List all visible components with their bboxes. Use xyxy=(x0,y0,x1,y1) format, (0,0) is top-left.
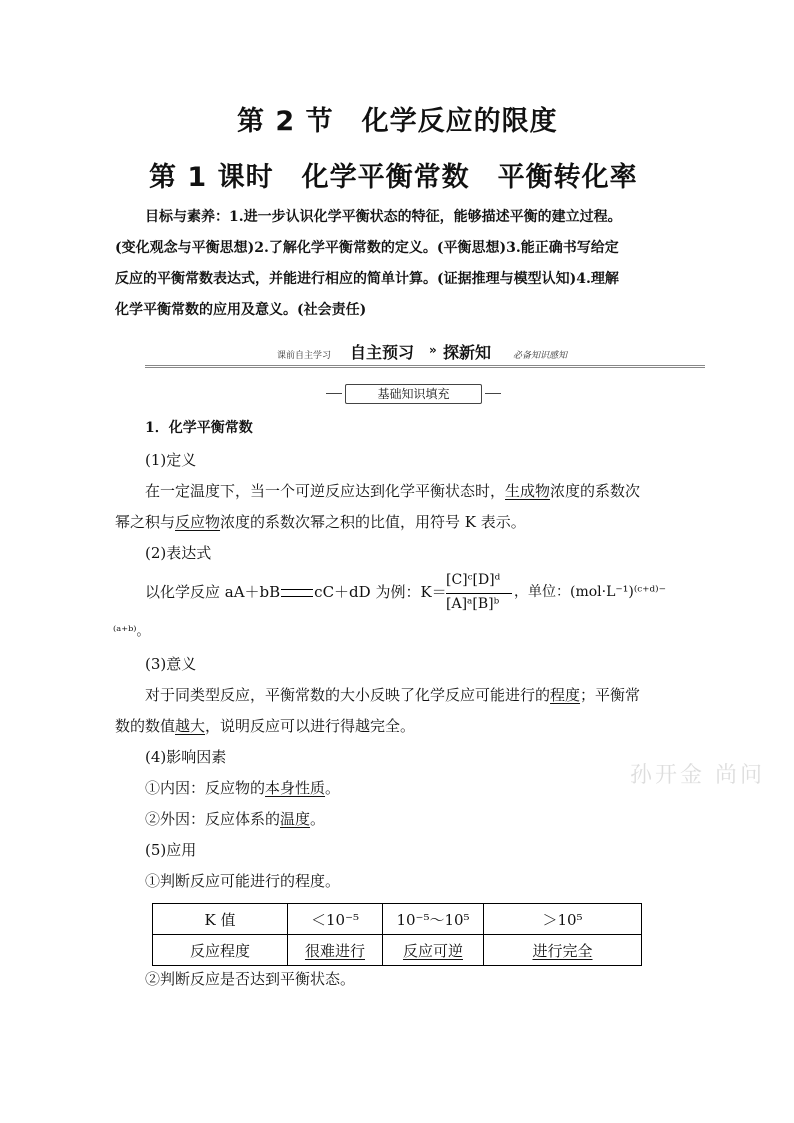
fraction-bar xyxy=(446,593,512,594)
lesson-title: 第 1 课时 化学平衡常数 平衡转化率 xyxy=(149,162,638,193)
application-item-2: ②判断反应是否达到平衡状态。 xyxy=(145,970,356,988)
objectives-line-4: 化学平衡常数的应用及意义。(社会责任) xyxy=(115,302,367,318)
banner-main-1: 自主预习 xyxy=(350,343,415,362)
expression-line: 以化学反应 aA＋bB cC＋dD 为例：K＝ xyxy=(145,583,447,601)
definition-line-1: 在一定温度下，当一个可逆反应达到化学平衡状态时，生成物浓度的系数次 xyxy=(145,482,641,500)
application-item-1: ①判断反应可能进行的程度。 xyxy=(145,872,341,890)
section-banner xyxy=(145,339,705,368)
table-cell: ＜10⁻⁵ xyxy=(288,904,383,935)
double-arrow-icon: » xyxy=(429,343,437,357)
unit-text: ，单位：(mol·L⁻¹)⁽ᶜ⁺ᵈ⁾⁻ xyxy=(514,584,666,600)
application-heading: (5)应用 xyxy=(145,841,197,859)
meaning-line-1: 对于同类型反应，平衡常数的大小反映了化学反应可能进行的程度；平衡常 xyxy=(145,686,641,704)
objectives-line-1: 目标与素养：1.进一步认识化学平衡状态的特征，能够描述平衡的建立过程。 xyxy=(145,209,622,225)
basic-knowledge-tag xyxy=(345,384,482,404)
expression-heading: (2)表达式 xyxy=(145,544,212,562)
table-cell: 进行完全 xyxy=(484,935,642,966)
banner-left-text: 课前自主学习 xyxy=(277,351,332,361)
definition-line-2: 幂之积与反应物浓度的系数次幂之积的比值，用符号 K 表示。 xyxy=(115,513,526,531)
meaning-line-2: 数的数值越大，说明反应可以进行得越完全。 xyxy=(115,717,416,735)
tag-label: 基础知识填充 xyxy=(377,387,450,401)
meaning-heading: (3)意义 xyxy=(145,655,197,673)
factor-inner: ①内因：反应物的本身性质。 xyxy=(145,779,341,797)
factors-heading: (4)影响因素 xyxy=(145,748,227,766)
table-cell: 很难进行 xyxy=(288,935,383,966)
table-cell: 反应程度 xyxy=(153,935,288,966)
table-cell: K 值 xyxy=(153,904,288,935)
factor-outer: ②外因：反应体系的温度。 xyxy=(145,810,326,828)
objectives-line-3: 反应的平衡常数表达式，并能进行相应的简单计算。(证据推理与模型认知)4.理解 xyxy=(115,271,619,287)
k-denominator: [A]ᵃ[B]ᵇ xyxy=(446,596,500,612)
banner-right-text: 必备知识感知 xyxy=(513,351,568,361)
table-row xyxy=(153,904,642,935)
answer-reactant: 反应物 xyxy=(175,513,221,531)
answer-nature: 本身性质 xyxy=(265,779,326,797)
table-row xyxy=(153,935,642,966)
section-1-heading: 1．化学平衡常数 xyxy=(145,420,253,436)
k-value-table xyxy=(152,903,642,966)
table-cell: ＞10⁵ xyxy=(484,904,642,935)
section-title: 第 2 节 化学反应的限度 xyxy=(237,106,558,137)
objectives-line-2: (变化观念与平衡思想)2.了解化学平衡常数的定义。(平衡思想)3.能正确书写给定 xyxy=(115,240,619,256)
answer-degree: 程度 xyxy=(550,686,581,704)
k-numerator: [C]ᶜ[D]ᵈ xyxy=(446,572,501,588)
banner-main-2: 探新知 xyxy=(443,343,492,362)
answer-larger: 越大 xyxy=(175,717,206,735)
watermark: 孙开金 尚问 xyxy=(630,763,765,788)
answer-temperature: 温度 xyxy=(280,810,311,828)
reversible-arrow-icon xyxy=(281,589,313,597)
table-cell: 反应可逆 xyxy=(383,935,484,966)
unit-text-cont: ⁽ᵃ⁺ᵇ⁾。 xyxy=(113,624,150,639)
answer-product: 生成物 xyxy=(505,482,551,500)
definition-heading: (1)定义 xyxy=(145,451,197,469)
table-cell: 10⁻⁵～10⁵ xyxy=(383,904,484,935)
